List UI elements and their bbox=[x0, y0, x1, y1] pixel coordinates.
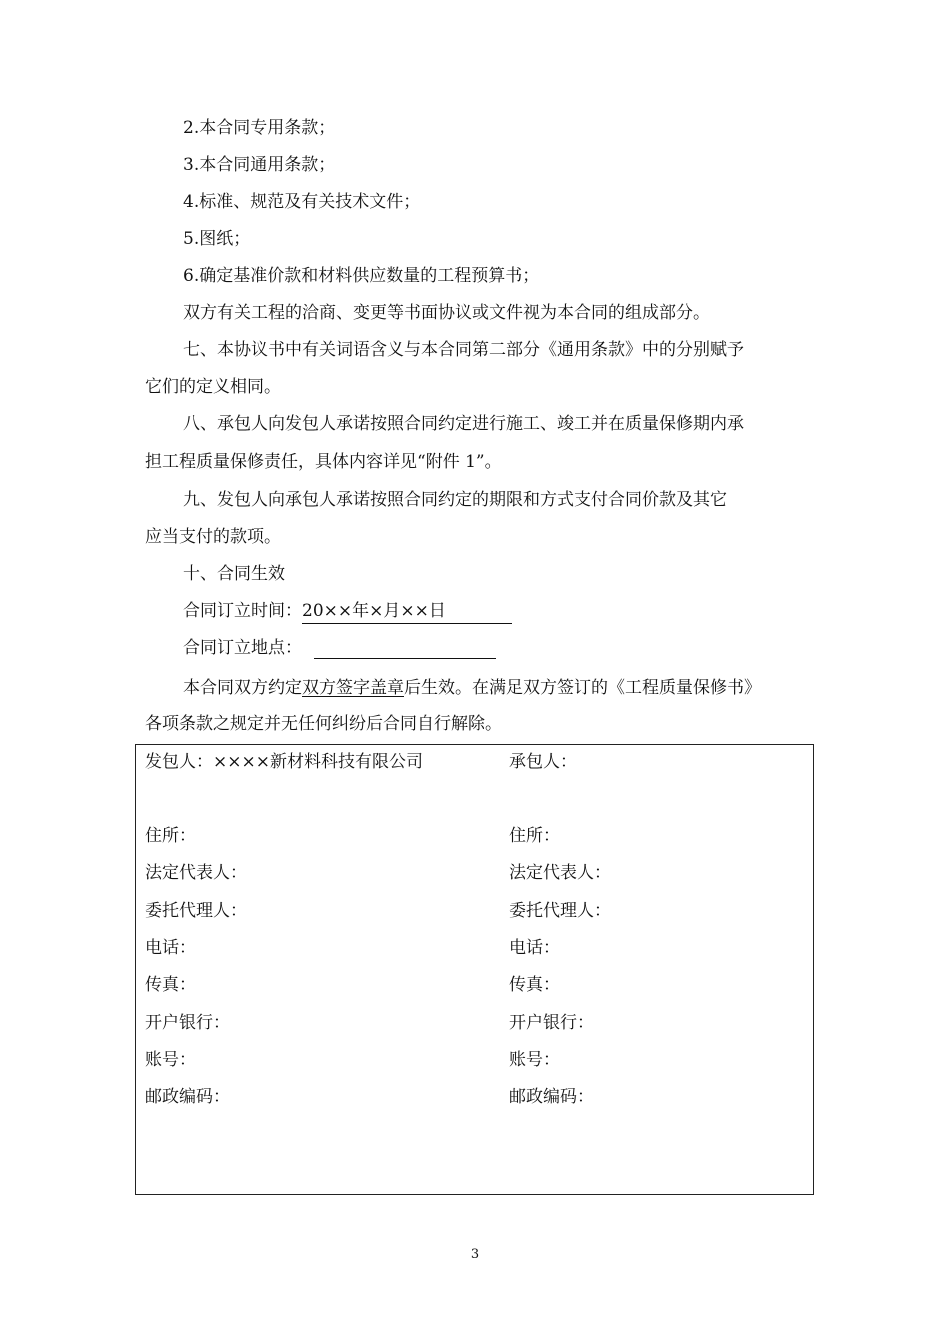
effect-line2: 各项条款之规定并无任何纠纷后合同自行解除。 bbox=[145, 714, 502, 734]
effect-prefix: 本合同双方约定 bbox=[183, 678, 302, 698]
employer-address: 住所： bbox=[145, 826, 196, 846]
effect-suffix: 后生效。在满足双方签订的《工程质量保修书》 bbox=[404, 678, 761, 698]
list-item-budget: 6.确定基准价款和材料供应数量的工程预算书； bbox=[183, 266, 540, 286]
sign-place-label: 合同订立地点： bbox=[183, 638, 302, 658]
clause8-line1: 八、承包人向发包人承诺按照合同约定进行施工、竣工并在质量保修期内承 bbox=[183, 414, 744, 434]
employer-phone: 电话： bbox=[145, 938, 196, 958]
list-item-special-clauses: 2.本合同专用条款； bbox=[183, 118, 336, 138]
clause7-line2: 它们的定义相同。 bbox=[145, 377, 281, 397]
sign-time-value: 20××年×月××日 bbox=[302, 600, 512, 624]
contractor-address: 住所： bbox=[509, 826, 560, 846]
contractor-legal-rep: 法定代表人： bbox=[509, 863, 611, 883]
effect-line1 bbox=[183, 677, 761, 699]
contractor-bank: 开户银行： bbox=[509, 1013, 594, 1033]
negotiation-paragraph: 双方有关工程的洽商、变更等书面协议或文件视为本合同的组成部分。 bbox=[183, 303, 710, 323]
signature-table bbox=[135, 744, 814, 1195]
clause8-line2: 担工程质量保修责任，具体内容详见“附件 1”。 bbox=[145, 452, 502, 472]
sign-time-row bbox=[183, 600, 512, 624]
clause7-line1: 七、本协议书中有关词语含义与本合同第二部分《通用条款》中的分别赋予 bbox=[183, 340, 744, 360]
sign-time-label: 合同订立时间： bbox=[183, 601, 302, 621]
employer-legal-rep: 法定代表人： bbox=[145, 863, 247, 883]
clause10-heading: 十、合同生效 bbox=[183, 564, 285, 584]
contractor-fax: 传真： bbox=[509, 975, 560, 995]
contractor-phone: 电话： bbox=[509, 938, 560, 958]
sign-place-row bbox=[183, 637, 496, 659]
employer-fax: 传真： bbox=[145, 975, 196, 995]
employer-agent: 委托代理人： bbox=[145, 901, 247, 921]
contractor-label: 承包人： bbox=[509, 752, 577, 772]
contractor-postcode: 邮政编码： bbox=[509, 1087, 594, 1107]
employer-postcode: 邮政编码： bbox=[145, 1087, 230, 1107]
clause9-line2: 应当支付的款项。 bbox=[145, 527, 281, 547]
contractor-account: 账号： bbox=[509, 1050, 560, 1070]
list-item-general-clauses: 3.本合同通用条款； bbox=[183, 155, 336, 175]
employer-bank: 开户银行： bbox=[145, 1013, 230, 1033]
employer-account: 账号： bbox=[145, 1050, 196, 1070]
sign-place-blank bbox=[314, 640, 496, 659]
page-number: 3 bbox=[470, 1247, 480, 1262]
list-item-standards: 4.标准、规范及有关技术文件； bbox=[183, 192, 421, 212]
clause9-line1: 九、发包人向承包人承诺按照合同约定的期限和方式支付合同价款及其它 bbox=[183, 490, 727, 510]
employer-label: 发包人：××××新材料科技有限公司 bbox=[145, 752, 423, 772]
contractor-agent: 委托代理人： bbox=[509, 901, 611, 921]
effect-underlined: 双方签字盖章 bbox=[302, 678, 404, 698]
list-item-drawings: 5.图纸； bbox=[183, 229, 251, 249]
